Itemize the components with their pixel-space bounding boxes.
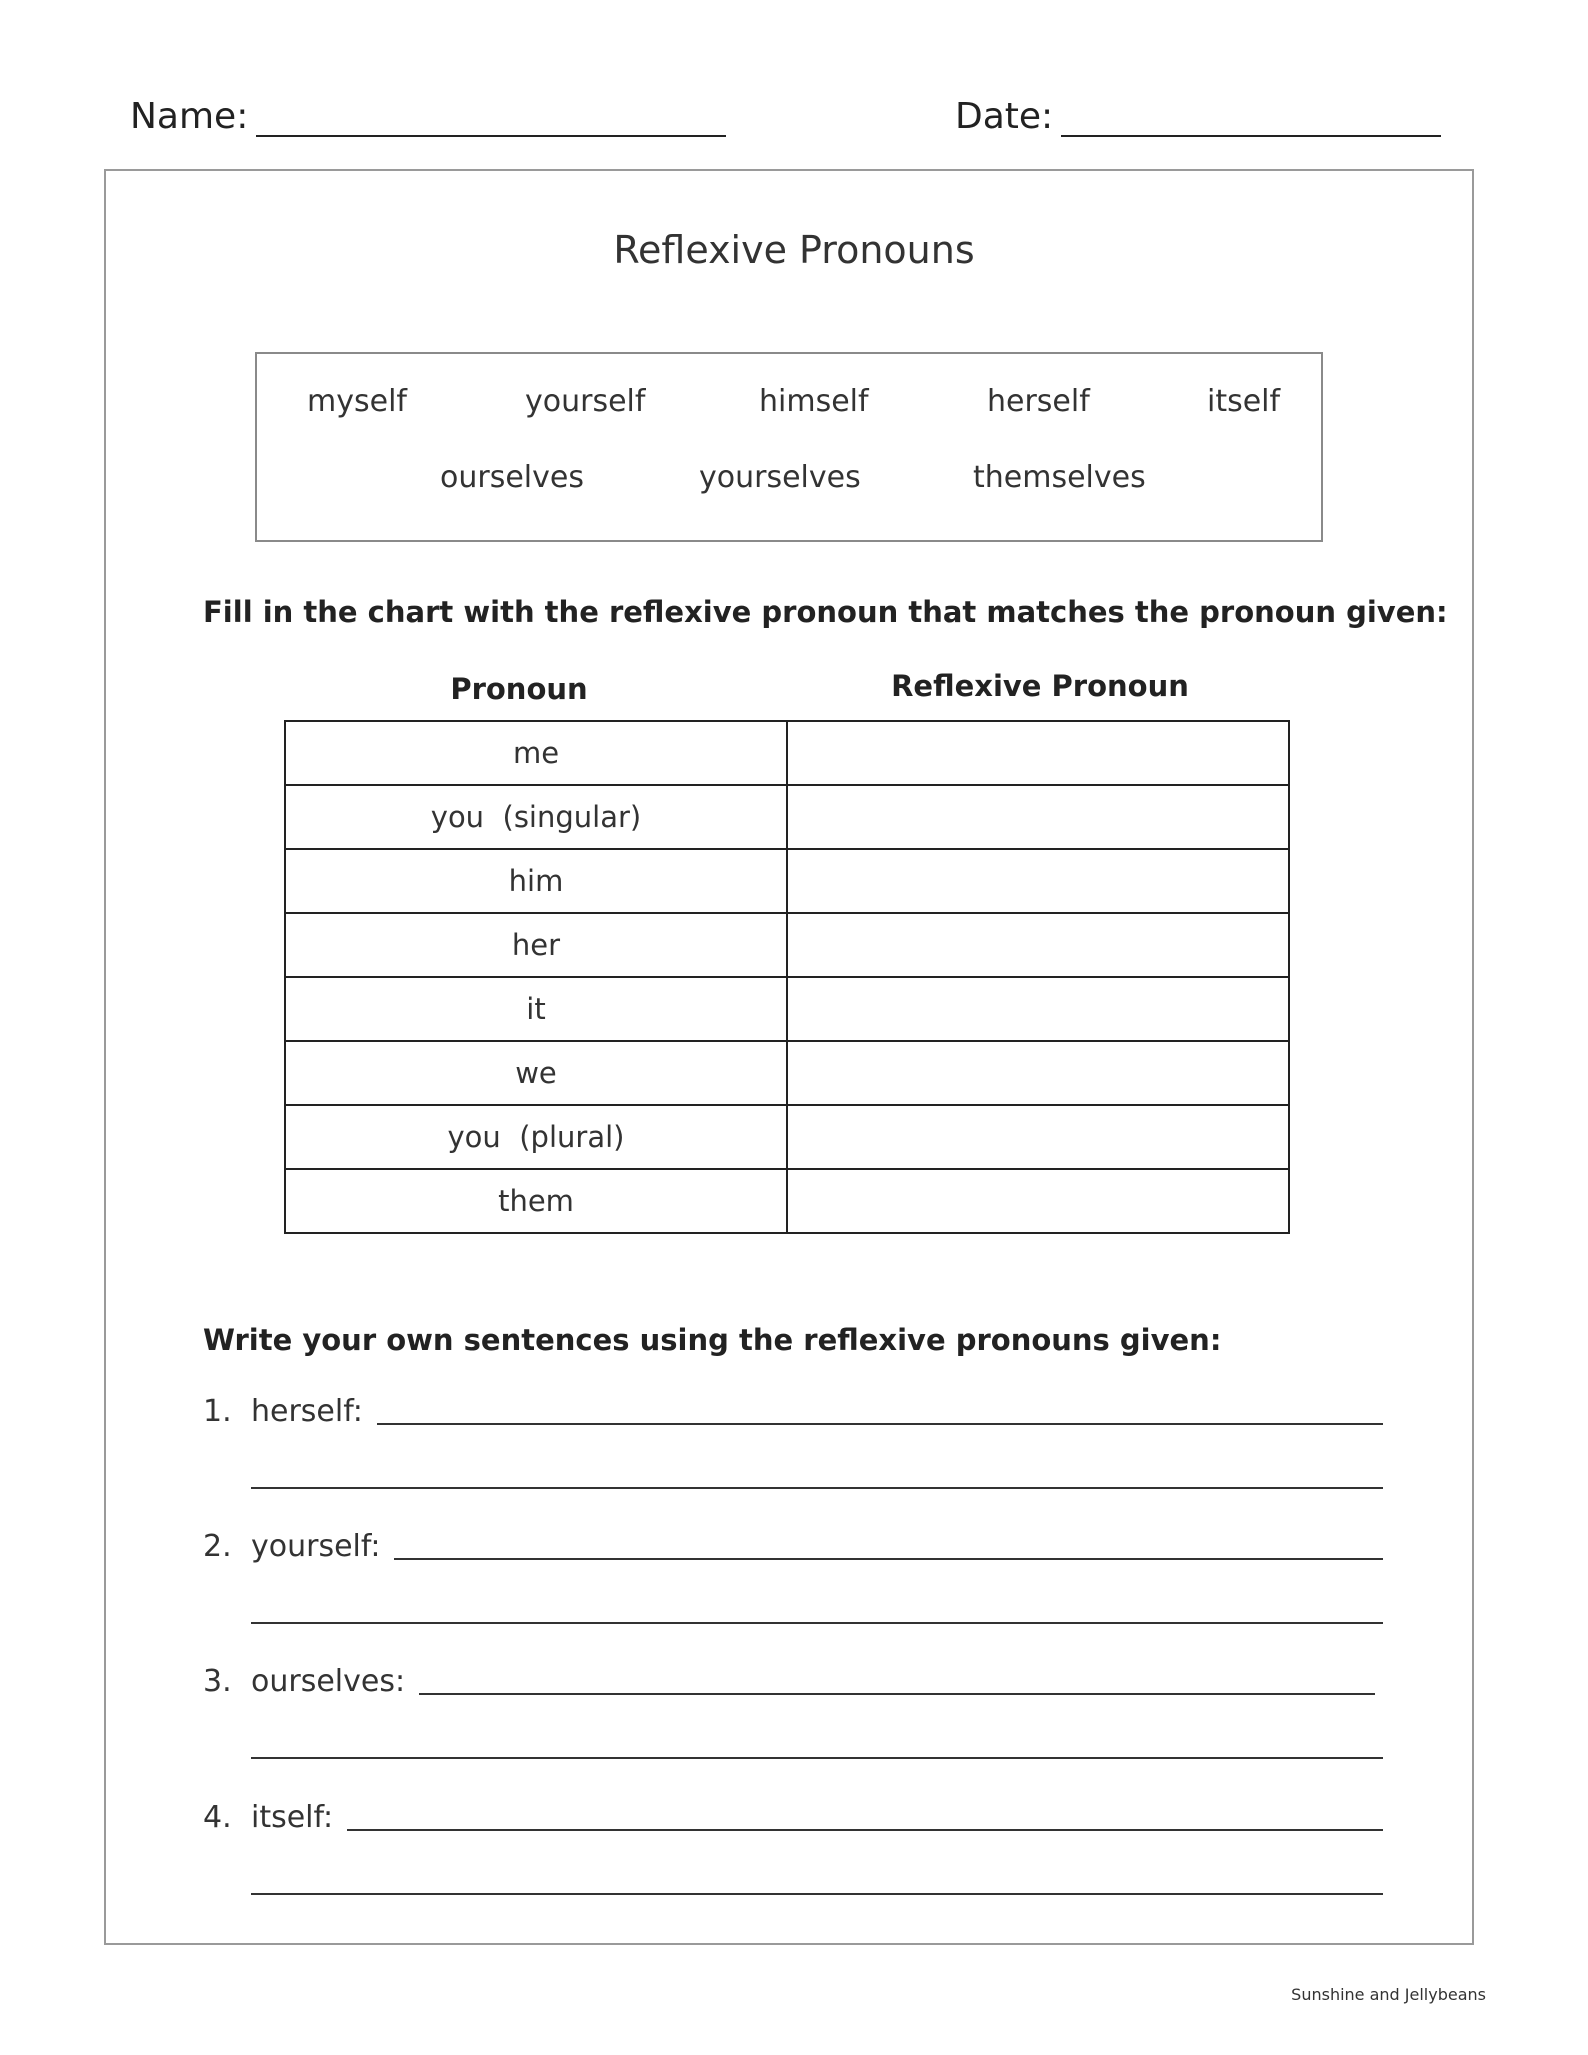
pronoun-cell: it: [285, 977, 787, 1041]
word-bank-word: itself: [1207, 384, 1281, 419]
reflexive-answer-cell[interactable]: [787, 913, 1289, 977]
reflexive-answer-cell[interactable]: [787, 721, 1289, 785]
name-label: Name:: [130, 96, 249, 137]
item-number: 4.: [203, 1800, 232, 1835]
table-row: [285, 849, 1289, 913]
pronoun-cell: him: [285, 849, 787, 913]
word-bank-word: yourselves: [699, 460, 861, 495]
item-word: itself:: [251, 1800, 334, 1835]
sentence-instruction: Write your own sentences using the reflexive pronouns given:: [203, 1323, 1222, 1357]
word-bank-word: themselves: [973, 460, 1146, 495]
item-word: yourself:: [251, 1529, 381, 1564]
table-row: [285, 785, 1289, 849]
answer-line[interactable]: [251, 1757, 1383, 1759]
pronoun-chart: [284, 720, 1290, 1234]
word-bank-word: himself: [759, 384, 869, 419]
pronoun-cell: we: [285, 1041, 787, 1105]
item-number: 2.: [203, 1529, 232, 1564]
word-bank-word: myself: [307, 384, 407, 419]
date-field-group: [955, 96, 1441, 137]
pronoun-cell: you (plural): [285, 1105, 787, 1169]
column-header-reflexive: Reflexive Pronoun: [891, 669, 1189, 703]
answer-line[interactable]: [251, 1893, 1383, 1895]
word-bank-word: herself: [987, 384, 1090, 419]
pronoun-cell: you (singular): [285, 785, 787, 849]
sentence-item: [203, 1393, 1383, 1489]
pronoun-cell: them: [285, 1169, 787, 1233]
name-field-group: [130, 96, 726, 137]
column-header-pronoun: Pronoun: [450, 672, 588, 706]
sentence-item: [203, 1528, 1383, 1624]
item-number: 1.: [203, 1394, 232, 1429]
table-row: [285, 1169, 1289, 1233]
date-blank-line[interactable]: [1061, 101, 1441, 137]
item-word: herself:: [251, 1394, 363, 1429]
reflexive-answer-cell[interactable]: [787, 1105, 1289, 1169]
answer-line[interactable]: [347, 1799, 1383, 1831]
word-bank-word: ourselves: [440, 460, 584, 495]
footer-credit: Sunshine and Jellybeans: [1291, 1985, 1486, 2004]
answer-line[interactable]: [377, 1393, 1383, 1425]
reflexive-answer-cell[interactable]: [787, 849, 1289, 913]
item-number: 3.: [203, 1664, 232, 1699]
table-row: [285, 913, 1289, 977]
sentence-item: [203, 1799, 1383, 1895]
table-row: [285, 1041, 1289, 1105]
answer-line[interactable]: [251, 1487, 1383, 1489]
pronoun-cell: her: [285, 913, 787, 977]
worksheet-title: Reflexive Pronouns: [613, 228, 975, 272]
table-row: [285, 977, 1289, 1041]
answer-line[interactable]: [394, 1528, 1383, 1560]
sentence-item: [203, 1663, 1383, 1759]
item-word: ourselves:: [251, 1664, 406, 1699]
table-row: [285, 721, 1289, 785]
word-bank-word: yourself: [525, 384, 646, 419]
answer-line[interactable]: [251, 1622, 1383, 1624]
reflexive-answer-cell[interactable]: [787, 1169, 1289, 1233]
answer-line[interactable]: [419, 1663, 1375, 1695]
reflexive-answer-cell[interactable]: [787, 785, 1289, 849]
name-blank-line[interactable]: [256, 101, 726, 137]
chart-instruction: Fill in the chart with the reflexive pronoun that matches the pronoun given:: [203, 595, 1448, 629]
reflexive-answer-cell[interactable]: [787, 1041, 1289, 1105]
word-bank-box: [255, 352, 1323, 542]
table-row: [285, 1105, 1289, 1169]
pronoun-cell: me: [285, 721, 787, 785]
date-label: Date:: [955, 96, 1054, 137]
reflexive-answer-cell[interactable]: [787, 977, 1289, 1041]
